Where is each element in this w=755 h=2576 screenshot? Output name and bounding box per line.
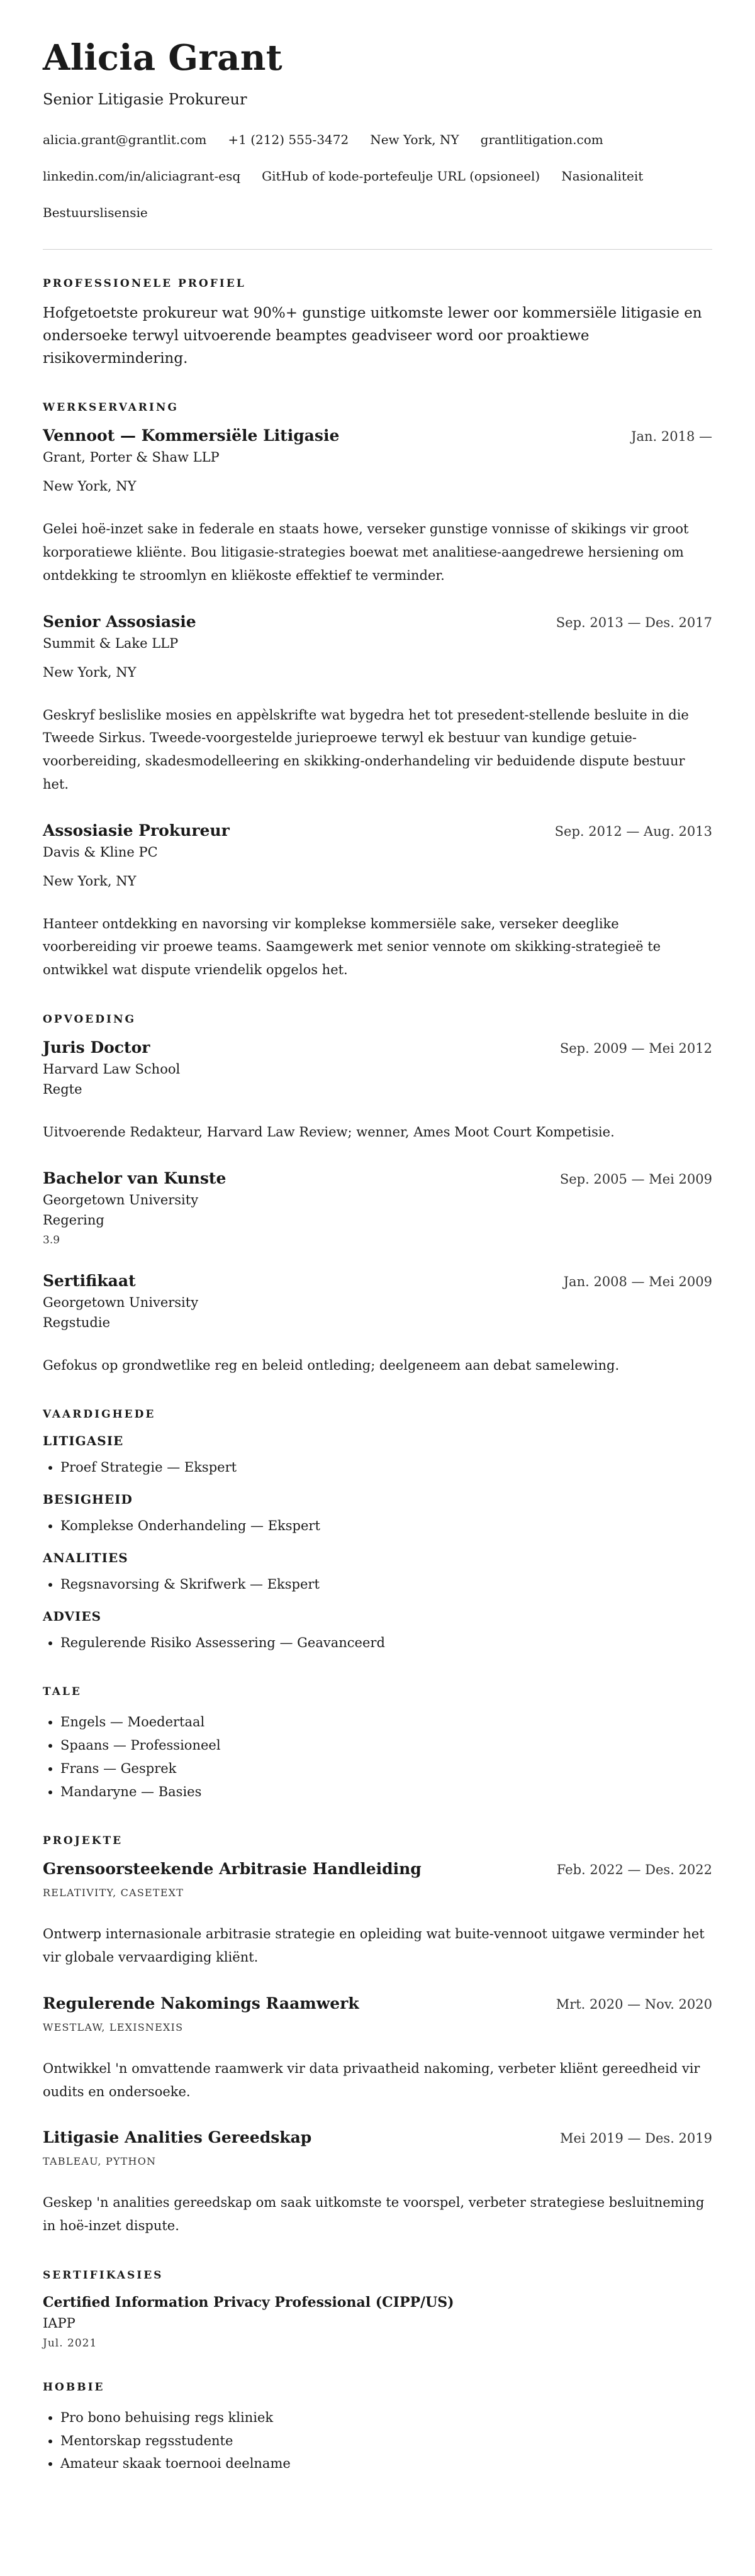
section-heading: TALE <box>43 1685 82 1699</box>
job-company: Grant, Porter & Shaw LLP <box>43 450 220 465</box>
contact-email[interactable]: alicia.grant@grantlit.com <box>43 132 207 148</box>
contact-list <box>43 131 712 221</box>
certification-date: Jul. 2021 <box>43 2336 98 2350</box>
job-location: New York, NY <box>43 873 137 889</box>
skill-list <box>43 1573 712 1596</box>
project-tech: WESTLAW, LEXISNEXIS <box>43 2021 184 2033</box>
job-role: Vennoot — Kommersiële Litigasie <box>43 426 340 445</box>
section-heading: WERKSERVARING <box>43 401 179 414</box>
job-company: Summit & Lake LLP <box>43 635 179 651</box>
skill-group-title: ADVIES <box>43 1608 102 1624</box>
education-dates: Sep. 2005 — Mei 2009 <box>559 1171 712 1187</box>
certification-issuer: IAPP <box>43 2315 76 2331</box>
language-item: • Frans — Gesprek <box>60 1757 712 1780</box>
education-description: Uitvoerende Redakteur, Harvard Law Review; wenner, Ames Moot Court Kompetisie. <box>43 1124 615 1140</box>
project-description: Ontwikkel 'n omvattende raamwerk vir data privaatheid nakoming, verbeter kliënt gereedheid vir oudits en ondersoeke. <box>43 2060 700 2099</box>
experience-section <box>43 401 712 982</box>
degree-name: Juris Doctor <box>43 1038 150 1057</box>
skills-section <box>43 1408 712 1654</box>
job-location: New York, NY <box>43 479 137 494</box>
project-entry <box>43 2128 712 2238</box>
education-dates: Jan. 2008 — Mei 2009 <box>563 1274 712 1289</box>
project-dates: Mei 2019 — Des. 2019 <box>560 2131 712 2146</box>
certification-name: Certified Information Privacy Professional (CIPP/US) <box>43 2294 454 2311</box>
project-dates: Feb. 2022 — Des. 2022 <box>556 1862 712 1878</box>
skill-list <box>43 1514 712 1538</box>
candidate-title: Senior Litigasie Prokureur <box>43 91 247 109</box>
projects-section <box>43 1835 712 2238</box>
skill-item: • Proef Strategie — Ekspert <box>60 1456 712 1479</box>
section-heading: PROJEKTE <box>43 1835 123 1848</box>
section-heading: HOBBIE <box>43 2380 105 2394</box>
experience-entry <box>43 821 712 982</box>
experience-entry <box>43 426 712 587</box>
section-heading: OPVOEDING <box>43 1013 137 1026</box>
hobby-item: • Pro bono behuising regs kliniek <box>60 2406 712 2429</box>
skill-group-title: LITIGASIE <box>43 1433 124 1449</box>
hobbies-section <box>43 2381 712 2475</box>
job-description: Geskryf beslislike mosies en appèlskrifte wat bygedra het tot presedent-stellende besluite in die Tweede Sirkus. Tweede-voorgestelde jurieproewe terwyl ek bestuur van kundige getuie-voorbereiding, skadesmodelleering en skikking-onderhandeling vir beduidende dispute bestuur het. <box>43 707 689 792</box>
candidate-name: Alicia Grant <box>43 37 282 79</box>
contact-phone[interactable]: +1 (212) 555-3472 <box>228 132 349 148</box>
contact-nationality: Nasionaliteit <box>561 169 644 184</box>
language-item: • Engels — Moedertaal <box>60 1711 712 1734</box>
contact-location: New York, NY <box>370 132 459 148</box>
hobby-item: • Mentorskap regsstudente <box>60 2429 712 2453</box>
study-field: Regte <box>43 1081 82 1097</box>
project-tech: TABLEAU, PYTHON <box>43 2155 157 2168</box>
education-gpa: 3.9 <box>43 1233 60 1246</box>
job-role: Senior Assosiasie <box>43 612 196 631</box>
study-field: Regstudie <box>43 1314 111 1330</box>
language-item: • Mandaryne — Basies <box>60 1780 712 1804</box>
hobby-item: • Amateur skaak toernooi deelname <box>60 2452 712 2475</box>
project-entry <box>43 1994 712 2104</box>
skill-item: • Regulerende Risiko Assessering — Geavanceerd <box>60 1631 712 1655</box>
education-entry <box>43 1272 712 1377</box>
header-divider <box>43 249 712 250</box>
certifications-section <box>43 2269 712 2350</box>
job-description: Hanteer ontdekking en navorsing vir komplekse kommersiële sake, verseker deeglike voorbereiding vir proewe teams. Saamgewerk met senior vennote om skikking-strategieë te ontwikkel wat dispute vriendelik opgelos het. <box>43 916 661 978</box>
job-description: Gelei hoë-inzet sake in federale en staats howe, verseker gunstige vonnisse of skikings vir groot korporatiewe kliënte. Bou litigasie-strategies boewat met analitiese-aangedrewe hersiening om ontdekking te stroomlyn en kliëkoste effektief te verminder. <box>43 521 689 583</box>
language-item: • Spaans — Professioneel <box>60 1734 712 1757</box>
job-location: New York, NY <box>43 664 137 680</box>
project-name: Grensoorsteekende Arbitrasie Handleiding <box>43 1860 422 1879</box>
project-description: Ontwerp internasionale arbitrasie strategie en opleiding wat buite-vennoot uitgawe verminder het vir globale vervaardiging kliënt. <box>43 1926 705 1965</box>
education-entry <box>43 1169 712 1246</box>
project-description: Geskep 'n analities gereedskap om saak uitkomste te voorspel, verbeter strategiese besluitneming in hoë-inzet dispute. <box>43 2195 705 2234</box>
study-field: Regering <box>43 1212 104 1228</box>
project-entry <box>43 1860 712 1969</box>
education-section <box>43 1013 712 1377</box>
skill-group-title: ANALITIES <box>43 1550 128 1565</box>
degree-name: Bachelor van Kunste <box>43 1169 226 1187</box>
languages-section <box>43 1685 712 1803</box>
project-dates: Mrt. 2020 — Nov. 2020 <box>556 1996 712 2012</box>
profile-section <box>43 277 712 370</box>
school-name: Harvard Law School <box>43 1061 181 1077</box>
project-name: Litigasie Analities Gereedskap <box>43 2128 312 2147</box>
section-heading: SERTIFIKASIES <box>43 2268 164 2282</box>
project-name: Regulerende Nakomings Raamwerk <box>43 1994 359 2012</box>
profile-summary: Hofgetoetste prokureur wat 90%+ gunstige uitkomste lewer oor kommersiële litigasie en ondersoeke terwyl uitvoerende beamptes geadviseer word oor proaktiewe risikovermindering. <box>43 305 702 367</box>
hobby-list <box>43 2406 712 2475</box>
job-dates: Sep. 2012 — Aug. 2013 <box>554 823 712 839</box>
contact-github[interactable]: GitHub of kode-portefeulje URL (opsioneel) <box>262 169 540 184</box>
project-tech: RELATIVITY, CASETEXT <box>43 1887 184 1899</box>
contact-linkedin[interactable]: linkedin.com/in/aliciagrant-esq <box>43 169 241 184</box>
experience-entry <box>43 613 712 796</box>
degree-name: Sertifikaat <box>43 1271 136 1290</box>
education-entry <box>43 1038 712 1144</box>
skill-item: • Komplekse Onderhandeling — Ekspert <box>60 1514 712 1538</box>
job-role: Assosiasie Prokureur <box>43 821 230 840</box>
education-description: Gefokus op grondwetlike reg en beleid ontleding; deelgeneem aan debat samelewing. <box>43 1357 620 1373</box>
education-dates: Sep. 2009 — Mei 2012 <box>559 1040 712 1056</box>
section-heading: VAARDIGHEDE <box>43 1408 156 1421</box>
contact-license: Bestuurslisensie <box>43 205 148 221</box>
school-name: Georgetown University <box>43 1192 199 1208</box>
certification-entry <box>43 2294 712 2350</box>
skill-list <box>43 1631 712 1655</box>
job-dates: Jan. 2018 — <box>631 429 712 445</box>
job-company: Davis & Kline PC <box>43 844 158 860</box>
contact-website[interactable]: grantlitigation.com <box>480 132 603 148</box>
language-list <box>43 1711 712 1803</box>
skill-item: • Regsnavorsing & Skrifwerk — Ekspert <box>60 1573 712 1596</box>
skill-group-title: BESIGHEID <box>43 1492 133 1507</box>
job-dates: Sep. 2013 — Des. 2017 <box>556 614 712 630</box>
skill-list <box>43 1456 712 1479</box>
school-name: Georgetown University <box>43 1294 199 1310</box>
section-heading: PROFESSIONELE PROFIEL <box>43 277 246 291</box>
